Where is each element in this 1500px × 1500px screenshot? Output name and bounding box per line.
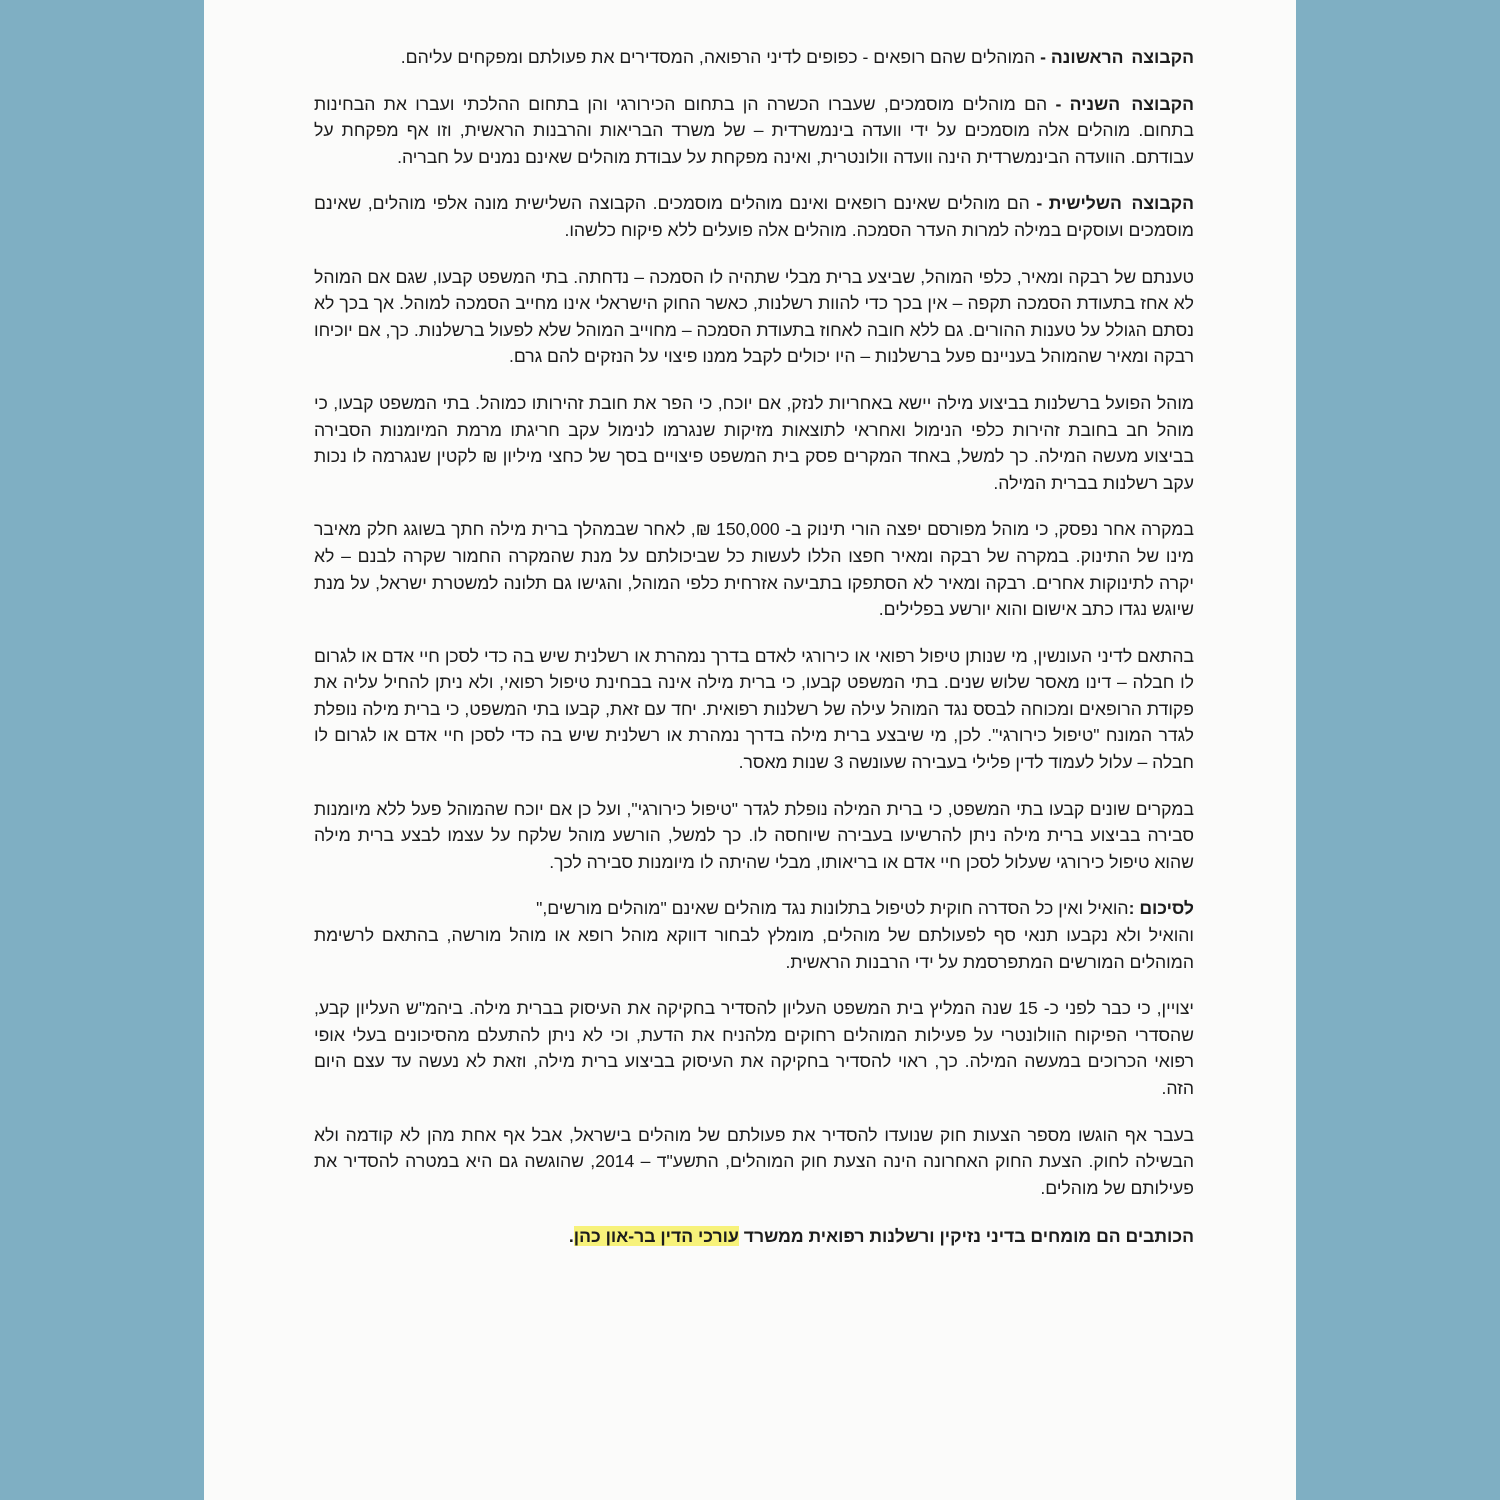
group-paragraph-first: הקבוצה הראשונה - המוהלים שהם רופאים - כפופים לדיני הרפואה, המסדירים את פעולתם ומפקחים עליהם.	[400, 47, 1194, 67]
author-footer	[314, 1223, 1194, 1250]
group-title-first: הקבוצה הראשונה	[1050, 47, 1194, 67]
closing-paragraph-supreme-court: יצויין, כי כבר לפני כ- 15 שנה המליץ בית המשפט העליון להסדיר בחקיקה את העיסוק בברית מילה. ביהמ"ש העליון קבע, שהסדרי הפיקוח הוולונטרי על פעילות המוהלים רחוקים מלהניח את הדעת, וכי לא ניתן להתעלם מהסיכונים בעלי אופי רפואי הכרוכים במעשה המילה. כך, ראוי להסדיר בחקיקה את העיסוק בביצוע ברית מילה, וזאת לא נעשה עד עצם היום הזה.	[314, 998, 1194, 1098]
group-paragraph-second: הקבוצה השניה - הם מוהלים מוסמכים, שעברו הכשרה הן בתחום הכירורגי והן בתחום ההלכתי ועברו את הבחינות בתחום. מוהלים אלה מוסמכים על ידי וועדה בינמשרדית – של משרד הבריאות והרבנות הראשית, וזו אף מפקחת על עבודתם. הוועדה הבינמשרדית הינה וועדה וולונטרית, ואינה מפקחת על עבודת מוהלים שאינם נמנים על חבריה.	[314, 93, 1194, 167]
body-paragraph-liability: מוהל הפועל ברשלנות בביצוע מילה יישא באחריות לנזק, אם יוכח, כי הפר את חובת זהירותו כמוהל. בתי המשפט קבעו, כי מוהל חב בחובת זהירות כלפי הנימול ואחראי לתוצאות מזיקות שנגרמו לנימול עקב חריגתו מרמת המיומנות הסבירה בביצוע מעשה המילה. כך למשל, באחד המקרים פסק בית המשפט פיצויים בסך של כחצי מיליון ₪ לקטין שנגרמה לו נכות עקב רשלנות בברית המילה.	[314, 392, 1194, 493]
body-paragraph-claim: טענתם של רבקה ומאיר, כלפי המוהל, שביצע ברית מבלי שתהיה לו הסמכה – נדחתה. בתי המשפט קבעו, שגם אם המוהל לא אחז בתעודת הסמכה תקפה – אין בכך כדי להוות רשלנות, כאשר החוק הישראלי אינו מחייב הסמכה למוהל. אך בכך לא נסתם הגולל על טענות ההורים. גם ללא חובה לאחוז בתעודת הסמכה – מחוייב המוהל שלא לפעול ברשלנות. כך, אם יוכיחו רבקה ומאיר שהמוהל בעניינם פעל ברשלנות – היו יכולים לקבל ממנו פיצוי על הנזקים להם גרם.	[314, 266, 1194, 367]
summary-line-2: והואיל ולא נקבעו תנאי סף לפעולתם של מוהלים, מומלץ לבחור דווקא מוהל רופא או מוהל מורשה, בהתאם לרשימת המוהלים המורשים המתפרסמת על ידי הרבנות הראשית.	[314, 925, 1194, 972]
summary-label: לסיכום :	[1128, 898, 1194, 919]
body-paragraph-rulings: במקרים שונים קבעו בתי המשפט, כי ברית המילה נופלת לגדר "טיפול כירורגי", ועל כן אם יוכח שהמוהל פעל ללא מיומנות סבירה בביצוע ברית מילה ניתן להרשיעו בעבירה שיוחסה לו. כך למשל, הורשע מוהל שלקח על עצמו לבצע ברית מילה שהוא טיפול כירורגי שעלול לסכן חיי אדם או בריאותו, מבלי שהיתה לו מיומנות סבירה לכך.	[314, 798, 1194, 872]
body-paragraph-criminal: בהתאם לדיני העונשין, מי שנותן טיפול רפואי או כירורגי לאדם בדרך נמהרת או רשלנית שיש בה כדי לסכן חיי אדם או לגרום לו חבלה – דינו מאסר שלוש שנים. בתי המשפט קבעו, כי ברית מילה אינה בבחינת טיפול רפואי, ולא ניתן להחיל עליה את פקודת הרופאים ומכוחה לבסס נגד המוהל עילה של רשלנות רפואית. יחד עם זאת, קבעו בתי המשפט, כי ברית מילה נופלת לגדר המונח "טיפול כירורגי". לכן, מי שיבצע ברית מילה בדרך נמהרת או רשלנית שיש בה כדי לסכן חיי אדם או לגרום לו חבלה – עלול לעמוד לדין פלילי בעבירה שעונשה 3 שנות מאסר.	[314, 645, 1194, 773]
closing-paragraph-bills: בעבר אף הוגשו מספר הצעות חוק שנועדו להסדיר את פעולתם של מוהלים בישראל, אבל אף אחת מהן לא קודמה ולא הבשילה לחוק. הצעת החוק האחרונה הינה הצעת חוק המוהלים, התשע"ד – 2014, שהוגשה גם היא במטרה להסדיר את פעילותם של מוהלים.	[314, 1124, 1194, 1198]
group-title-third: הקבוצה השלישית	[1048, 193, 1195, 214]
group-text-third: הם מוהלים שאינם רופאים ואינם מוהלים מוסמכים. הקבוצה השלישית מונה אלפי מוהלים, שאינם מוסמכים ועוסקים במילה למרות העדר הסמכה. מוהלים אלה פועלים ללא פיקוח כלשהו.	[314, 193, 1194, 240]
document-page	[204, 0, 1296, 1500]
group-text-second: הם מוהלים מוסמכים, שעברו הכשרה הן בתחום הכירורגי והן בתחום ההלכתי ועברו את הבחינות בתחום. מוהלים אלה מוסמכים על ידי וועדה בינמשרדית – של משרד הבריאות והרבנות הראשית, וזו אף מפקחת על עבודתם. הוועדה הבינמשרדית הינה וועדה וולונטרית, ואינה מפקחת על עבודת מוהלים שאינם נמנים על חבריה.	[314, 93, 1194, 167]
footer-end: .	[568, 1226, 574, 1247]
firm-name-highlight: עורכי הדין בר-און כהן	[573, 1226, 739, 1247]
group-paragraph-third: הקבוצה השלישית - הם מוהלים שאינם רופאים ואינם מוהלים מוסמכים. הקבוצה השלישית מונה אלפי מוהלים, שאינם מוסמכים ועוסקים במילה למרות העדר הסמכה. מוהלים אלה פועלים ללא פיקוח כלשהו.	[314, 193, 1195, 240]
summary-first-line	[536, 898, 1194, 918]
group-text-first: המוהלים שהם רופאים - כפופים לדיני הרפואה, המסדירים את פעולתם ומפקחים עליהם.	[400, 47, 1036, 67]
summary-line-1: הואיל ואין כל הסדרה חוקית לטיפול בתלונות נגד מוהלים שאינם "מוהלים מורשים,"	[536, 898, 1129, 919]
summary-paragraph	[314, 895, 1194, 975]
body-paragraph-case: במקרה אחר נפסק, כי מוהל מפורסם יפצה הורי תינוק ב- 150,000 ₪, לאחר שבמהלך ברית מילה חתך בשוגג חלק מאיבר מינו של התינוק. במקרה של רבקה ומאיר חפצו הללו לעשות כל שביכולתם על מנת שהמקרה החמור שקרה לבנם – לא יקרה לתינוקות אחרים. רבקה ומאיר לא הסתפקו בתביעה אזרחית כלפי המוהל, והגישו גם תלונה למשטרת ישראל, על מנת שיוגש נגדו כתב אישום והוא יורשע בפלילים.	[314, 519, 1194, 620]
footer-text: הכותבים הם מומחים בדיני נזיקין ורשלנות רפואית ממשרד	[738, 1226, 1194, 1247]
group-title-second: הקבוצה השניה	[1069, 93, 1194, 114]
